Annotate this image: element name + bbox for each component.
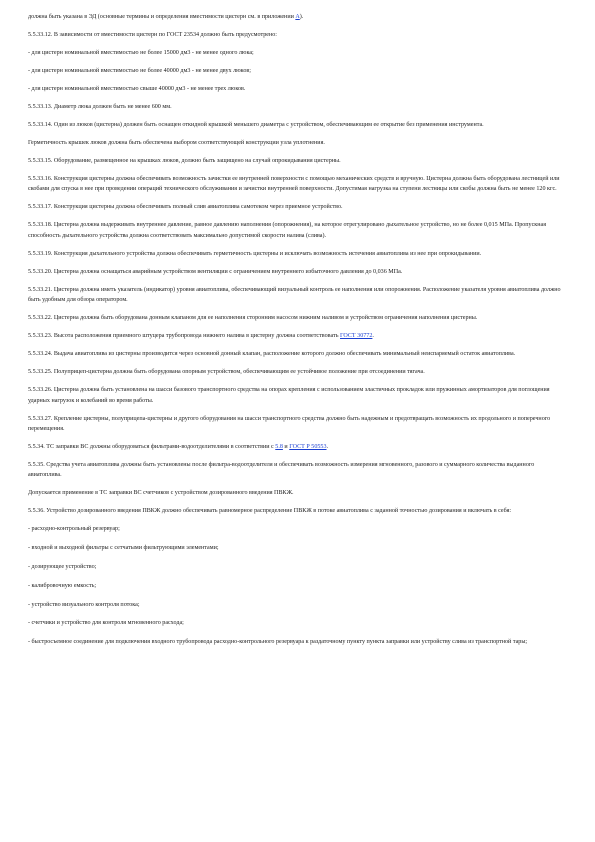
gost-r-50553-link[interactable]: ГОСТ Р 50553 [289,444,327,451]
paragraph: 5.5.33.17. Конструкция цистерны должна обеспечивать полный слив авиатоплива самотеком через приемное устройство. [28,204,343,211]
section-5-8-link[interactable]: 5.8 [275,444,283,451]
paragraph: 5.5.33.20. Цистерна должна оснащаться аварийным устройством вентиляции с ограничением внутреннего избыточного давления до 0,036 МПа. [28,268,403,275]
list-item: - расходно-контрольный резервуар; [28,526,120,533]
gost-30772-link[interactable]: ГОСТ 30772 [340,333,373,340]
paragraph: 5.5.33.24. Выдача авиатоплива из цистерны производится через основной донный клапан, расположение которого должно обеспечивать минимальный неиспаряемый остаток авиатоплива. [28,351,516,358]
paragraph: 5.5.33.12. В зависимости от вместимости цистерн по ГОСТ 23534 должно быть предусмотрено: [28,32,277,38]
paragraph: 5.5.33.15. Оборудование, размещенное на крышках люков, должно быть защищено на случай опрокидывания цистерны. [28,158,341,164]
list-item: - дозирующее устройство; [28,564,97,571]
list-item: - устройство визуального контроля потока; [28,601,140,608]
paragraph: 5.5.33.14. Один из люков (цистерна) должен быть оснащен откидной крышкой меньшего диаметра с устройством, обеспечивающим ее открытие без применения инструмента. [28,122,484,128]
list-item: - для цистерн номинальной вместимостью не более 40000 дм3 - не менее двух люков; [28,68,251,74]
paragraph: 5.5.33.21. Цистерна должна иметь указатель (индикатор) уровня авиатоплива, обеспечивающий визуальный контроль ее наполнения или опорожнения. Расположение указателя уровня авиатоплива должно быть удобным для обзора оператором. [28,286,561,304]
paragraph: 5.5.33.23. Высота расположения приемного штуцера трубопровода нижнего налива в цистерну должна соответствовать ГОСТ 30772. [28,333,374,340]
paragraph: 5.5.33.16. Конструкция цистерны должна обеспечивать возможность зачистки ее внутренней поверхности с помощью механических средств и вручную. Цистерна должна быть оборудована лестницей или скобами для спуска в нее при проведении операций технического обслуживания и зачистки внутренней поверхности. Допустимая нагрузка на ступени лестницы или скобы должна быть не менее 120 кгс. [28,176,560,193]
list-item: - быстросъемное соединение для подключения входного трубопровода расходно-контрольного резервуара к раздаточному пункту пункта заправки или устройству слива из транспортной тары; [28,639,528,646]
paragraph: 5.5.36. Устройство дозированного введения ПВКЖ должно обеспечивать равномерное распределение ПВКЖ в потоке авиатоплива с заданной точностью дозирования и включать в себя: [28,508,512,515]
paragraph: должна быть указана в ЭД (основные термины и определения вместимости цистерн см. в приложении А). [28,14,304,20]
paragraph: Допускается применение в ТС заправки ВС счетчиков с устройством дозированного введения ПВКЖ. [28,490,294,497]
paragraph: 5.5.35. Средства учета авиатоплива должны быть установлены после фильтра-водоотделителя и обеспечивать возможность измерения мгновенного, разового и суммарного количества выданного авиатоплива. [28,462,535,479]
paragraph: 5.5.33.22. Цистерна должна быть оборудована донным клапаном для ее наполнения сторонним насосом нижним наливом и устройством ограничения наполнения цистерны. [28,315,478,322]
paragraph: 5.5.33.13. Диаметр люка должен быть не менее 600 мм. [28,104,172,110]
paragraph: 5.5.33.26. Цистерна должна быть установлена на шасси базового транспортного средства на опорах крепления с использованием эластичных прокладок или пружинных амортизаторов для поглощения ударных нагрузок и колебаний во время работы. [28,387,550,404]
paragraph: 5.5.33.19. Конструкция дыхательного устройства должна обеспечивать герметичность цистерны и исключать возможность истечения авиатоплива из нее при опрокидывании. [28,250,482,257]
appendix-link[interactable]: А [295,14,300,20]
paragraph: 5.5.33.27. Крепление цистерны, полуприцепа-цистерны и другого оборудования на шасси транспортного средства должно быть надежным и предотвращать возможность их продольного и поперечного перемещения. [28,415,551,433]
list-item: - счетчики и устройство для контроля мгновенного расхода; [28,620,184,627]
list-item: - калибровочную емкость; [28,582,97,589]
paragraph: 5.5.33.25. Полуприцеп-цистерна должна быть оборудована опорным устройством, обеспечивающим ее устойчивое положение при отсоединении тягача. [28,369,425,376]
paragraph: 5.5.34. ТС заправки ВС должны оборудоваться фильтрами-водоотделителями в соответствии с 5.8 и ГОСТ Р 50553. [28,444,329,451]
document-page [28,12,568,656]
list-item: - для цистерн номинальной вместимостью свыше 40000 дм3 - не менее трех люков. [28,86,246,92]
paragraph: 5.5.33.18. Цистерна должна выдерживать внутреннее давление, равное давлению наполнения (опорожнения), на которое отрегулировано дыхательное устройство, но не более 0,015 МПа. Пропускная способность дыхательного устройства должна соответствовать максимально допустимой скорости налива (слива). [28,222,547,239]
list-item: - входной и выходной фильтры с сетчатыми фильтрующими элементами; [28,545,219,552]
paragraph: Герметичность крышек люков должна быть обеспечена выбором соответствующей конструкции узла уплотнения. [28,140,325,146]
list-item: - для цистерн номинальной вместимостью не более 15000 дм3 - не менее одного люка; [28,50,254,56]
